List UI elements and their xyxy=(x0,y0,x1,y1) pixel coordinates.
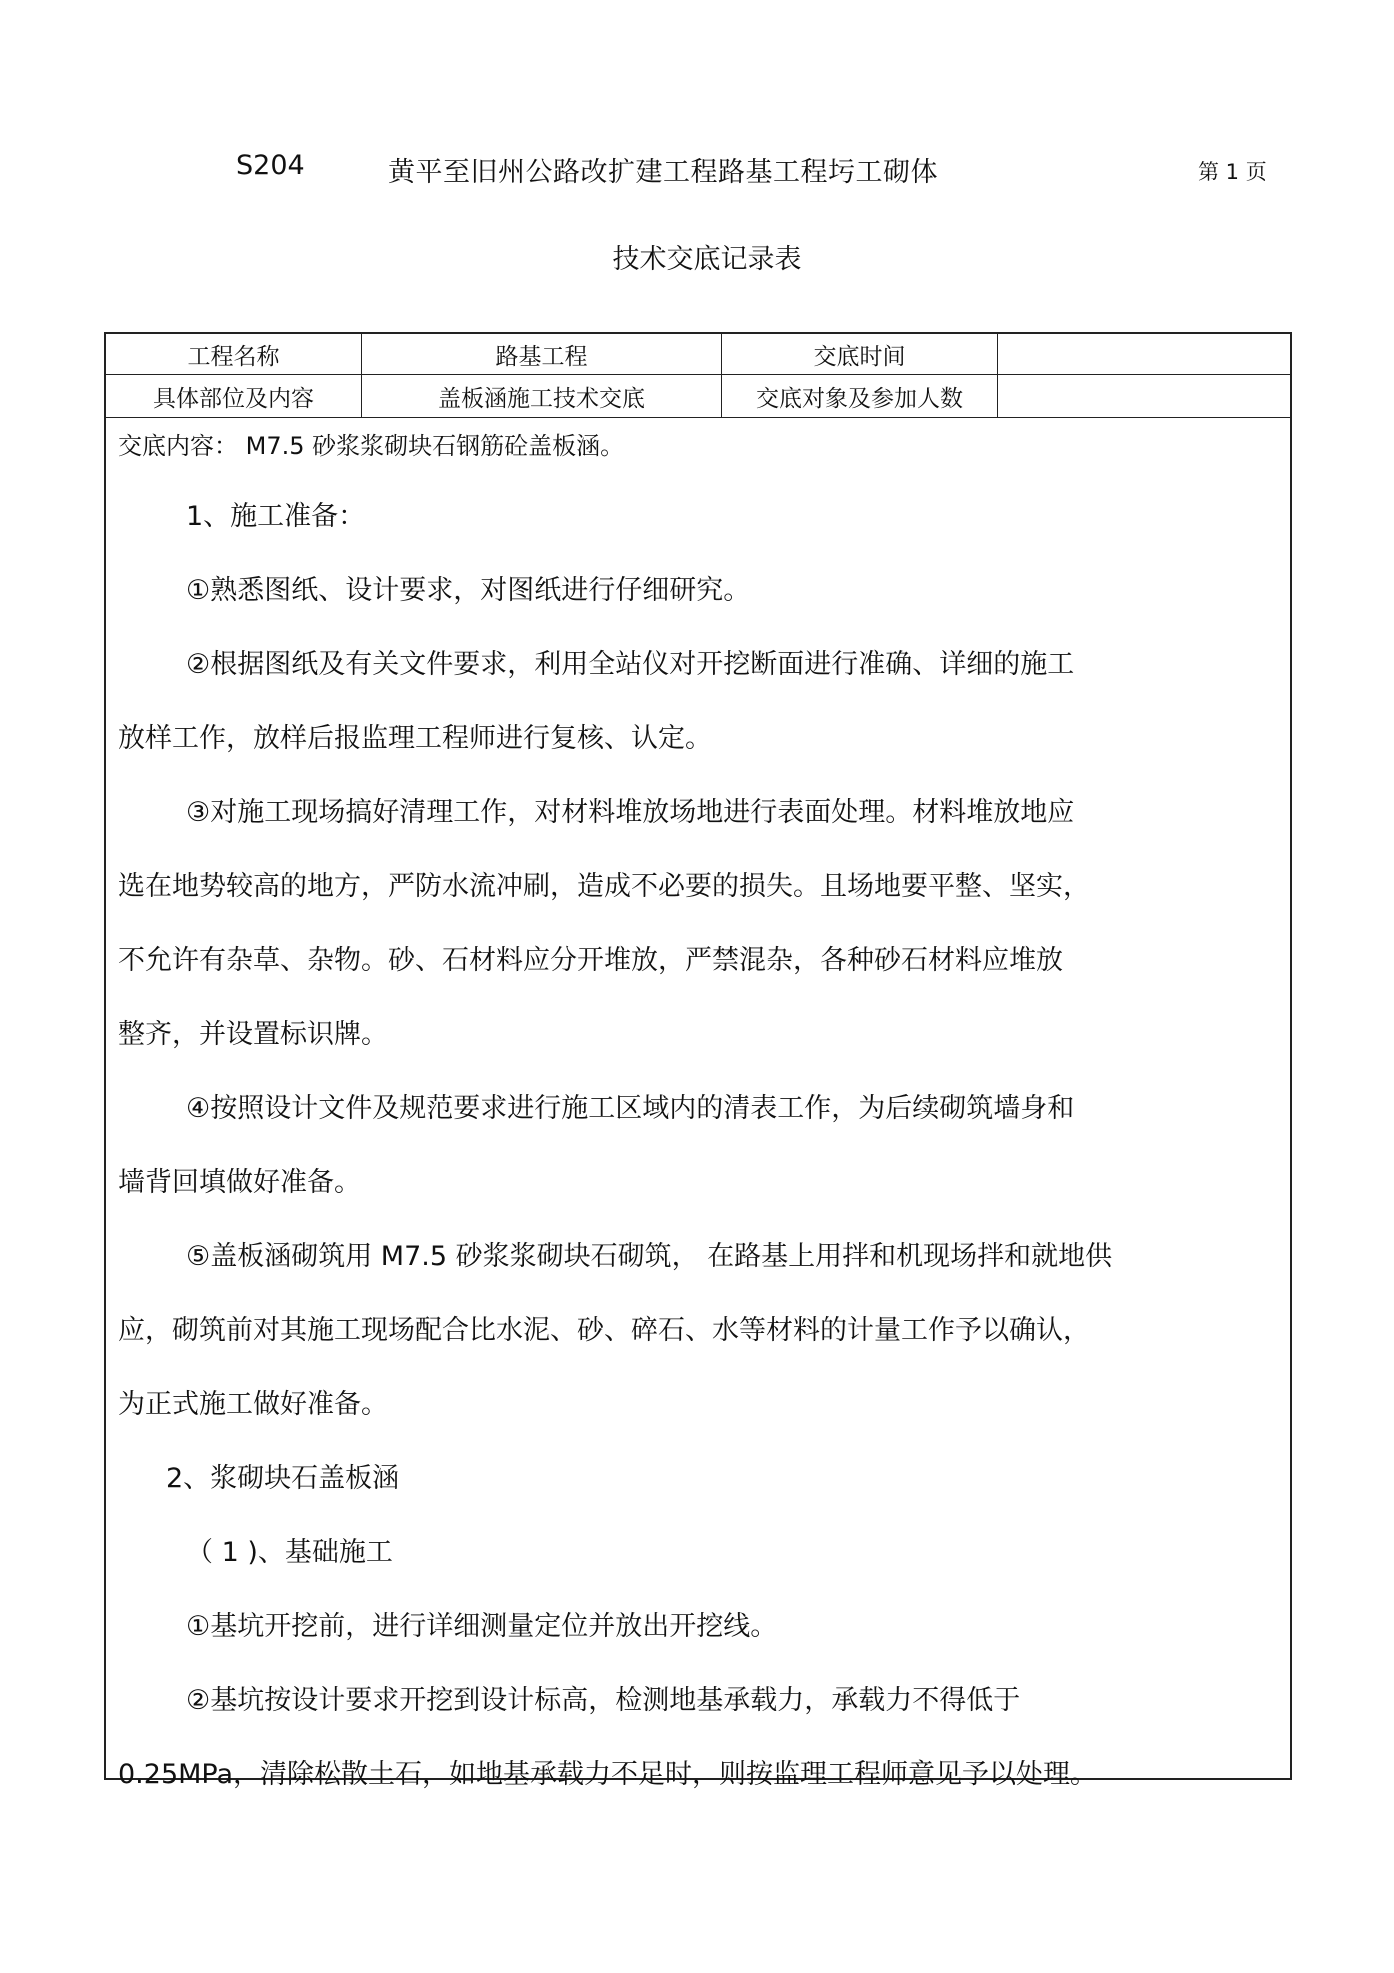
value-briefing-time xyxy=(998,334,1290,374)
label-location-content: 具体部位及内容 xyxy=(106,375,362,417)
content-line: 放样工作，放样后报监理工程师进行复核、认定。 xyxy=(118,723,712,754)
label-attendees: 交底对象及参加人数 xyxy=(722,375,998,417)
table-row xyxy=(106,334,1290,375)
content-line: ①熟悉图纸、设计要求，对图纸进行仔细研究。 xyxy=(186,575,751,606)
content-line: 为正式施工做好准备。 xyxy=(118,1389,388,1420)
content-line: ②基坑按设计要求开挖到设计标高，检测地基承载力，承载力不得低于 xyxy=(186,1685,1021,1716)
content-intro: 交底内容： M7.5 砂浆浆砌块石钢筋砼盖板涵。 xyxy=(118,432,625,460)
label-project-name: 工程名称 xyxy=(106,334,362,374)
content-line: 选在地势较高的地方，严防水流冲刷，造成不必要的损失。且场地要平整、坚实， xyxy=(118,871,1090,902)
content-line: 2、浆砌块石盖板涵 xyxy=(166,1463,400,1494)
content-line: （ 1 )、基础施工 xyxy=(186,1537,393,1568)
value-attendees xyxy=(998,375,1290,417)
content-line: 不允许有杂草、杂物。砂、石材料应分开堆放，严禁混杂，各种砂石材料应堆放 xyxy=(118,945,1063,976)
content-line: 应，砌筑前对其施工现场配合比水泥、砂、碎石、水等材料的计量工作予以确认， xyxy=(118,1315,1090,1346)
document-subtitle: 技术交底记录表 xyxy=(612,244,802,275)
content-line: 墙背回填做好准备。 xyxy=(118,1167,361,1198)
value-project-name: 路基工程 xyxy=(362,334,722,374)
page-number: 第 1 页 xyxy=(1198,160,1267,184)
content-line: ⑤盖板涵砌筑用 M7.5 砂浆浆砌块石砌筑， 在路基上用拌和机现场拌和就地供 xyxy=(186,1241,1113,1272)
value-location-content: 盖板涵施工技术交底 xyxy=(362,375,722,417)
record-table xyxy=(104,332,1292,1790)
content-line: ①基坑开挖前，进行详细测量定位并放出开挖线。 xyxy=(186,1611,778,1642)
content-line: ②根据图纸及有关文件要求，利用全站仪对开挖断面进行准确、详细的施工 xyxy=(186,649,1075,680)
document-code: S204 xyxy=(236,150,305,181)
content-line: 整齐，并设置标识牌。 xyxy=(118,1019,388,1050)
document-title: 黄平至旧州公路改扩建工程路基工程圬工砌体 xyxy=(388,157,938,188)
content-line: 1、施工准备： xyxy=(186,501,366,532)
content-line: ④按照设计文件及规范要求进行施工区域内的清表工作，为后续砌筑墙身和 xyxy=(186,1093,1075,1124)
content-line: 0.25MPa，清除松散土石，如地基承载力不足时，则按监理工程师意见予以处理。 xyxy=(118,1759,1098,1790)
table-row xyxy=(106,375,1290,418)
content-line: ③对施工现场搞好清理工作，对材料堆放场地进行表面处理。材料堆放地应 xyxy=(186,797,1075,828)
label-briefing-time: 交底时间 xyxy=(722,334,998,374)
